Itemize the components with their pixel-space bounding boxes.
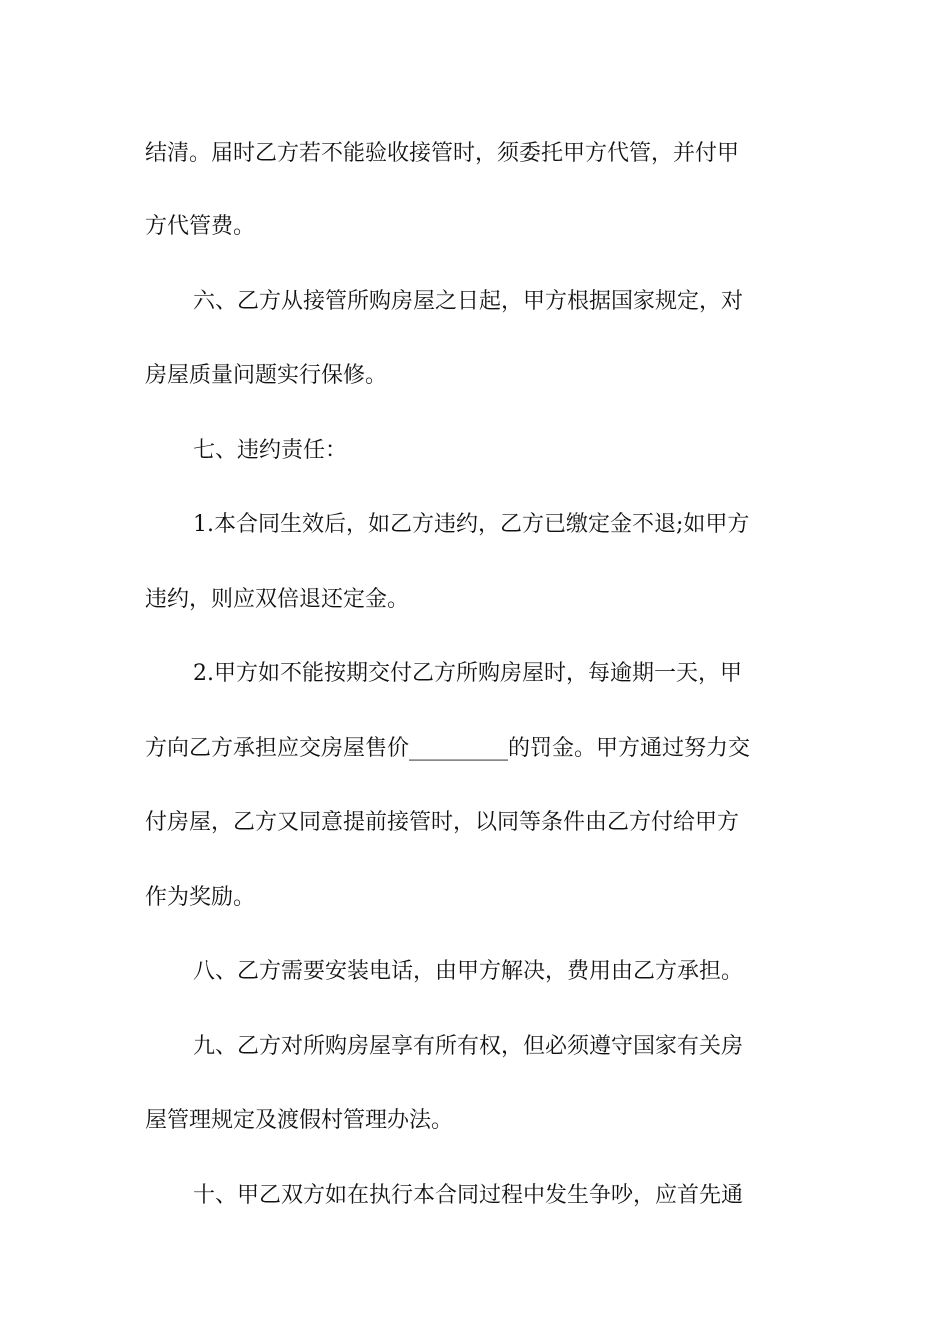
clause-one-start: 1.本合同生效后，如乙方违约，乙方已缴定金不退;如甲方 — [193, 512, 750, 537]
text-line: 屋管理规定及渡假村管理办法。 — [145, 1108, 454, 1133]
text-line: 房屋质量问题实行保修。 — [145, 363, 388, 388]
paragraph-six-start: 六、乙方从接管所购房屋之日起，甲方根据国家规定，对 — [193, 289, 744, 314]
section-heading-breach: 七、违约责任： — [193, 438, 348, 463]
text-line: 方代管费。 — [145, 214, 256, 239]
text-line: 作为奖励。 — [145, 885, 256, 910]
clause-two-start: 2.甲方如不能按期交付乙方所购房屋时，每逾期一天，甲 — [193, 661, 742, 686]
paragraph-ten-start: 十、甲乙双方如在执行本合同过程中发生争吵，应首先通 — [193, 1183, 744, 1208]
text-line-with-blank: 方向乙方承担应交房屋售价_________的罚金。甲方通过努力交 — [145, 736, 751, 761]
text-line: 付房屋，乙方又同意提前接管时，以同等条件由乙方付给甲方 — [145, 810, 740, 835]
paragraph-nine-start: 九、乙方对所购房屋享有所有权，但必须遵守国家有关房 — [193, 1034, 744, 1059]
text-line: 结清。届时乙方若不能验收接管时，须委托甲方代管，并付甲 — [145, 141, 740, 166]
paragraph-eight: 八、乙方需要安装电话，由甲方解决，费用由乙方承担。 — [193, 959, 744, 984]
text-line: 违约，则应双倍退还定金。 — [145, 587, 410, 612]
